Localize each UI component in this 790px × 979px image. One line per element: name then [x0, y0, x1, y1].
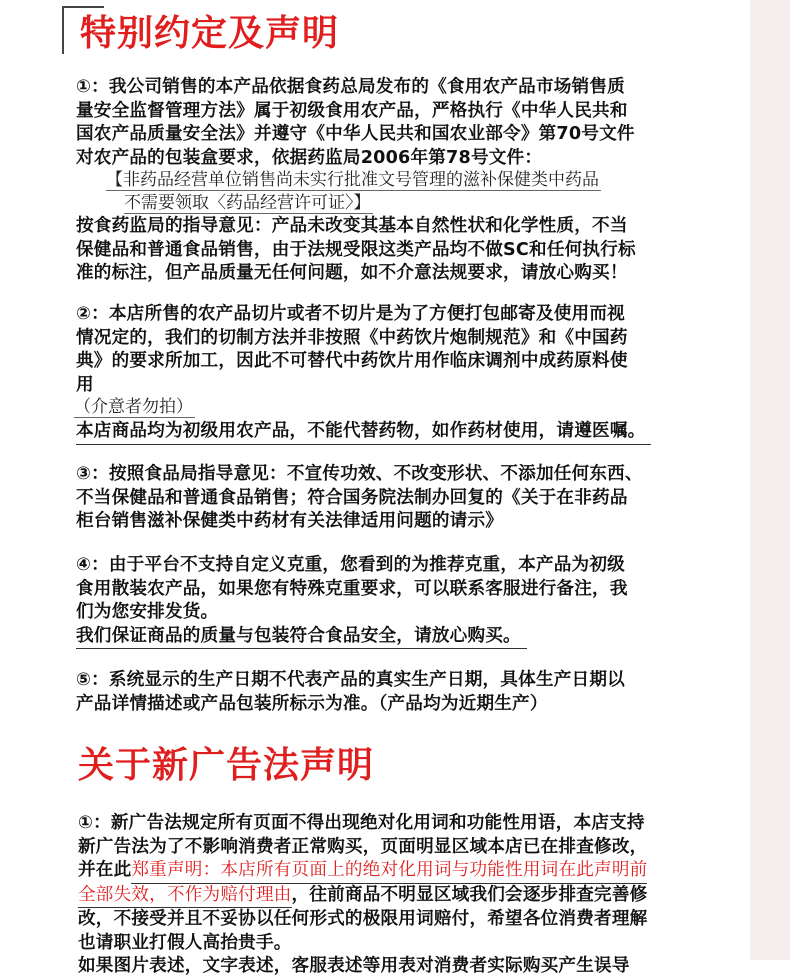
- paragraph-2-tail: [76, 420, 706, 445]
- text-line: 典》的要求所加工，因此不可替代中药饮片用作临床调剂中成药原料使: [76, 351, 628, 371]
- text-line: 改，不接受并且不妥协以任何形式的极限用词赔付，希望各位消费者理解: [78, 909, 648, 929]
- text-line: ⑤：系统显示的生产日期不代表产品的真实生产日期，具体生产日期以: [76, 670, 625, 690]
- text-line: 情况定的，我们的切制方法并非按照《中药饮片炮制规范》和《中国药: [76, 327, 628, 348]
- section-title-agreement: 特别约定及声明: [80, 13, 340, 54]
- paragraph-2: [76, 303, 706, 397]
- red-declaration-text: 全部失效，不作为赔付理由: [78, 884, 292, 909]
- text-line: 们为您安排发货。: [76, 602, 219, 622]
- text-line: 准的标注，但产品质量无任何问题，如不介意法规要求，请放心购买！: [76, 263, 628, 283]
- text-line: 按食药监局的指导意见：产品未改变其基本自然性状和化学性质，不当: [76, 216, 628, 236]
- text-line: 也请职业打假人高抬贵手。: [78, 932, 292, 953]
- text-line-cut-off: 如果图片表述，文字表述，客服表述等用表对消费者实际购买产生误导: [78, 956, 630, 976]
- paragraph-4: [76, 554, 706, 649]
- page-edge-shade: [750, 0, 790, 960]
- text-line: 柜台销售滋补保健类中药材有关法律适用问题的请示》: [76, 511, 504, 531]
- text-segment: ，往前商品不明显区域我们会逐步排查完善修: [291, 884, 648, 905]
- red-declaration-text: 郑重声明：本店所有页面上的绝对化用词与功能性用词在此声明前: [131, 859, 647, 884]
- paragraph-1b: [76, 215, 706, 286]
- bracket-note-line-1: [106, 169, 601, 192]
- bracket-note-text: 【非药品经营单位销售尚未实行批准文号管理的滋补保健类中药品: [106, 170, 599, 190]
- underlined-statement: 我们保证商品的质量与包装符合食品安全，请放心购买。: [76, 625, 527, 650]
- text-line: ①：新广告法规定所有页面不得出现绝对化用词和功能性用语，本店支持: [78, 813, 645, 833]
- text-line: 新广告法为了不影响消费者正常购买，页面明显区域本店已在排查修改，: [78, 836, 648, 857]
- text-line: 国农产品质量安全法》并遵守《中华人民共和国农业部令》第70号文件: [76, 124, 635, 144]
- text-line: 不当保健品和普通食品销售；符合国务院法制办回复的《关于在非药品: [76, 487, 628, 508]
- ad-law-paragraph: [78, 812, 708, 979]
- text-line: ④：由于平台不支持自定义克重，您看到的为推荐克重，本产品为初级: [76, 555, 625, 575]
- text-line: ①：我公司销售的本产品依据食药总局发布的《食用农产品市场销售质: [76, 77, 625, 97]
- paragraph-1: [76, 76, 706, 170]
- text-segment: 并在此: [78, 860, 132, 880]
- paragraph-2-note: [74, 396, 195, 419]
- bracket-note-text: 不需要领取〈药品经营许可证〉】: [124, 193, 371, 213]
- text-line: ③：按照食品局指导意见：不宣传功效、不改变形状、不添加任何东西、: [76, 464, 643, 484]
- text-line: 对农产品的包装盒要求，依据药监局2006年第78号文件：: [76, 147, 543, 168]
- text-line: 用: [76, 374, 94, 395]
- underlined-statement: 本店商品均为初级用农产品，不能代替药物，如作药材使用，请遵医嘱。: [76, 420, 651, 445]
- text-line: 保健品和普通食品销售，由于法规受限这类产品均不做SC和任何执行标: [76, 239, 636, 260]
- paragraph-3: [76, 463, 706, 534]
- paragraph-5: [76, 669, 706, 716]
- section-title-ad-law: 关于新广告法声明: [78, 745, 375, 786]
- text-line: ②：本店所售的农产品切片或者不切片是为了方便打包邮寄及使用而视: [76, 304, 625, 324]
- note-text: （介意者勿拍）: [74, 397, 193, 417]
- text-line: 产品详情描述或产品包装所标示为准。（产品均为近期生产）: [76, 693, 548, 714]
- text-line-with-highlight: [78, 884, 708, 909]
- bracket-note-line-2: [124, 192, 373, 215]
- text-line: 量安全监督管理方法》属于初级食用农产品，严格执行《中华人民共和: [76, 100, 628, 121]
- text-line-with-highlight: [78, 859, 708, 884]
- text-line: 食用散装农产品，如果您有特殊克重要求，可以联系客服进行备注，我: [76, 578, 628, 599]
